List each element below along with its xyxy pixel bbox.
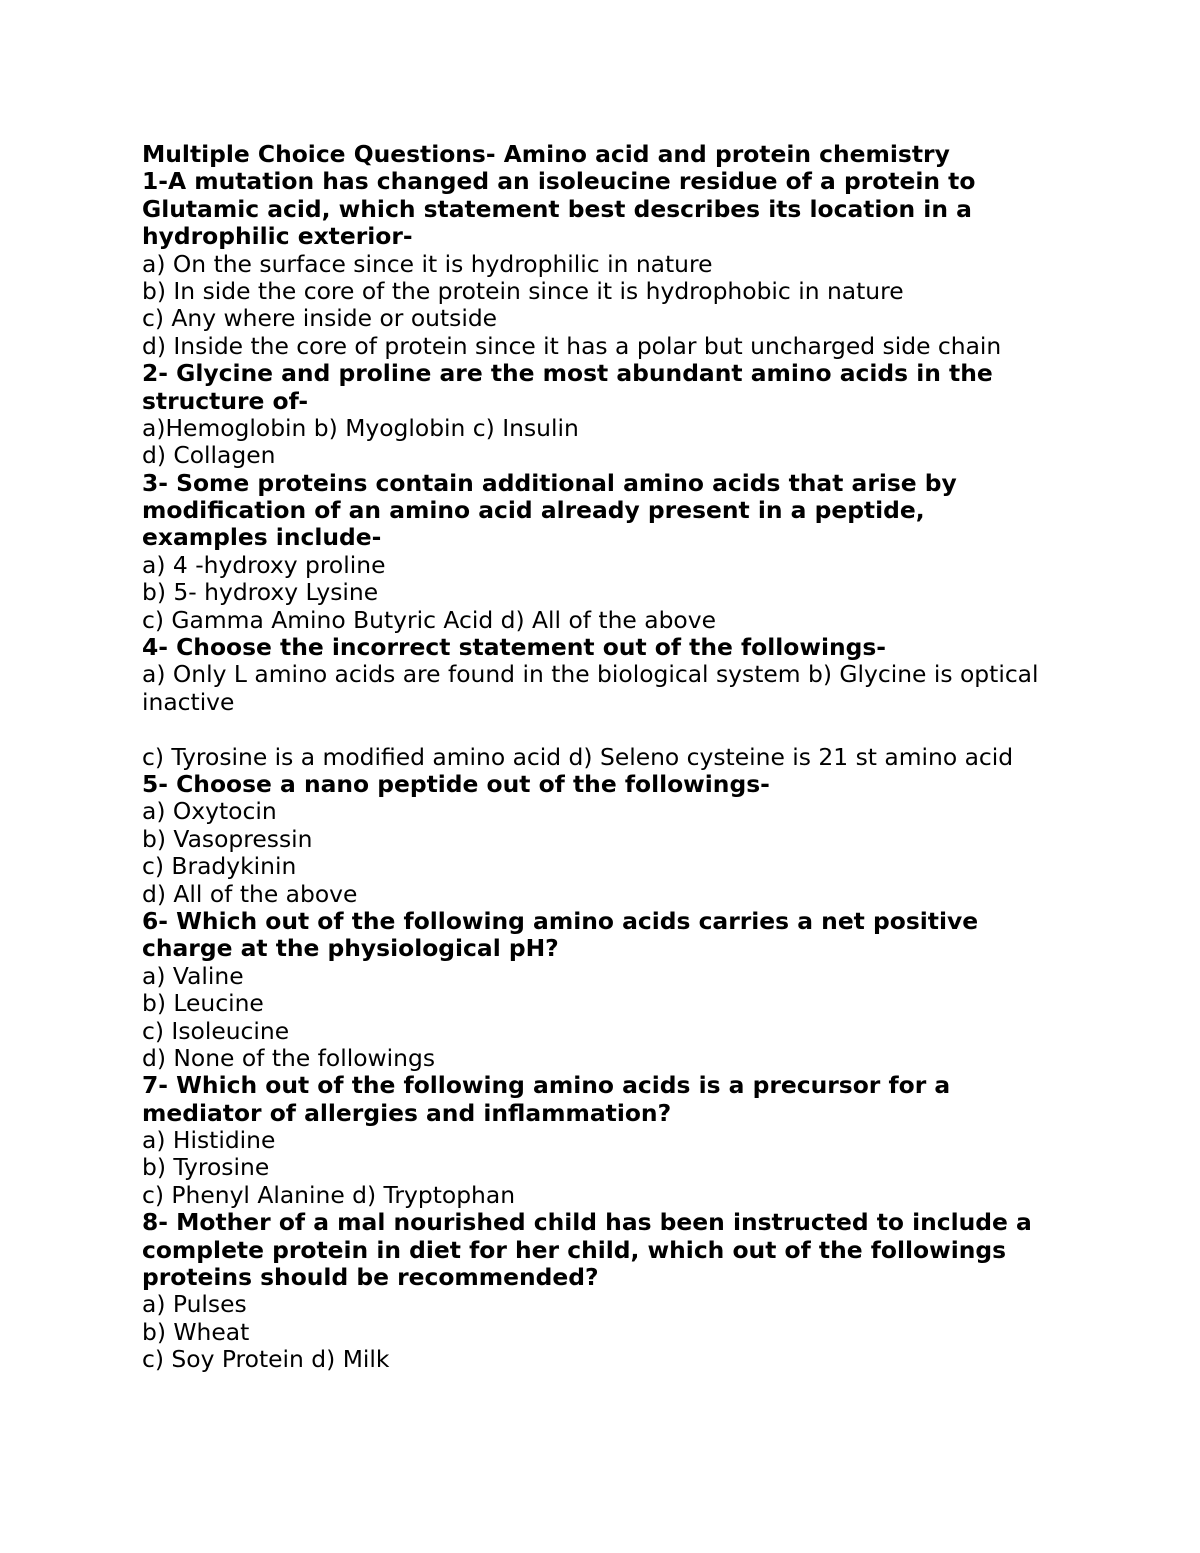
question-3-option-a: a) 4 -hydroxy proline (142, 550, 386, 579)
question-2-text: structure of- (142, 386, 309, 415)
question-6-option-c: c) Isoleucine (142, 1016, 290, 1045)
question-4-options-a-b: inactive (142, 687, 235, 716)
question-6-text: 6- Which out of the following amino acids carries a net positive (142, 906, 979, 935)
question-8-options-c-d: c) Soy Protein d) Milk (142, 1345, 390, 1374)
question-6-option-d: d) None of the followings (142, 1043, 436, 1072)
question-7-option-a: a) Histidine (142, 1126, 276, 1155)
question-6-option-a: a) Valine (142, 961, 244, 990)
question-1-text: hydrophilic exterior- (142, 222, 413, 251)
question-4-options-a-b: a) Only L amino acids are found in the biological system b) Glycine is optical (142, 660, 1039, 689)
question-1-text: 1-A mutation has changed an isoleucine residue of a protein to (142, 167, 976, 196)
question-7-text: 7- Which out of the following amino acids is a precursor for a (142, 1071, 951, 1100)
question-5-option-b: b) Vasopressin (142, 824, 313, 853)
document-title: Multiple Choice Questions- Amino acid and protein chemistry (142, 140, 950, 168)
question-8-option-b: b) Wheat (142, 1317, 250, 1346)
question-5-option-a: a) Oxytocin (142, 797, 277, 826)
question-7-option-b: b) Tyrosine (142, 1153, 270, 1182)
question-1-option-c: c) Any where inside or outside (142, 304, 498, 333)
document-body (142, 141, 1062, 1374)
question-1-option-a: a) On the surface since it is hydrophilic in nature (142, 249, 713, 278)
question-8-text: complete protein in diet for her child, which out of the followings (142, 1235, 1007, 1264)
question-7-options-c-d: c) Phenyl Alanine d) Tryptophan (142, 1180, 516, 1209)
question-6-text: charge at the physiological pH? (142, 934, 559, 963)
question-1-option-d: d) Inside the core of protein since it has a polar but uncharged side chain (142, 331, 1002, 360)
question-2-text: 2- Glycine and proline are the most abundant amino acids in the (142, 359, 993, 388)
question-4-options-c-d: c) Tyrosine is a modified amino acid d) Seleno cysteine is 21 st amino acid (142, 742, 1014, 771)
question-6-option-b: b) Leucine (142, 989, 264, 1018)
question-2-option-d: d) Collagen (142, 441, 276, 470)
question-7-text: mediator of allergies and inflammation? (142, 1098, 672, 1127)
question-8-text: proteins should be recommended? (142, 1263, 599, 1292)
question-5-text: 5- Choose a nano peptide out of the followings- (142, 769, 770, 798)
question-2-options: a)Hemoglobin b) Myoglobin c) Insulin (142, 413, 579, 442)
question-4-text: 4- Choose the incorrect statement out of the followings- (142, 633, 887, 662)
question-5-option-c: c) Bradykinin (142, 852, 297, 881)
question-3-text: modification of an amino acid already present in a peptide, (142, 496, 925, 525)
question-8-option-a: a) Pulses (142, 1290, 247, 1319)
question-3-options-c-d: c) Gamma Amino Butyric Acid d) All of the above (142, 605, 716, 634)
question-3-text: 3- Some proteins contain additional amino acids that arise by (142, 468, 957, 497)
question-3-option-b: b) 5- hydroxy Lysine (142, 578, 379, 607)
question-5-option-d: d) All of the above (142, 879, 358, 908)
question-8-text: 8- Mother of a mal nourished child has been instructed to include a (142, 1208, 1032, 1237)
question-1-text: Glutamic acid, which statement best describes its location in a (142, 194, 972, 223)
question-1-option-b: b) In side the core of the protein since it is hydrophobic in nature (142, 276, 904, 305)
blank-line (142, 716, 1062, 743)
question-3-text: examples include- (142, 523, 382, 552)
